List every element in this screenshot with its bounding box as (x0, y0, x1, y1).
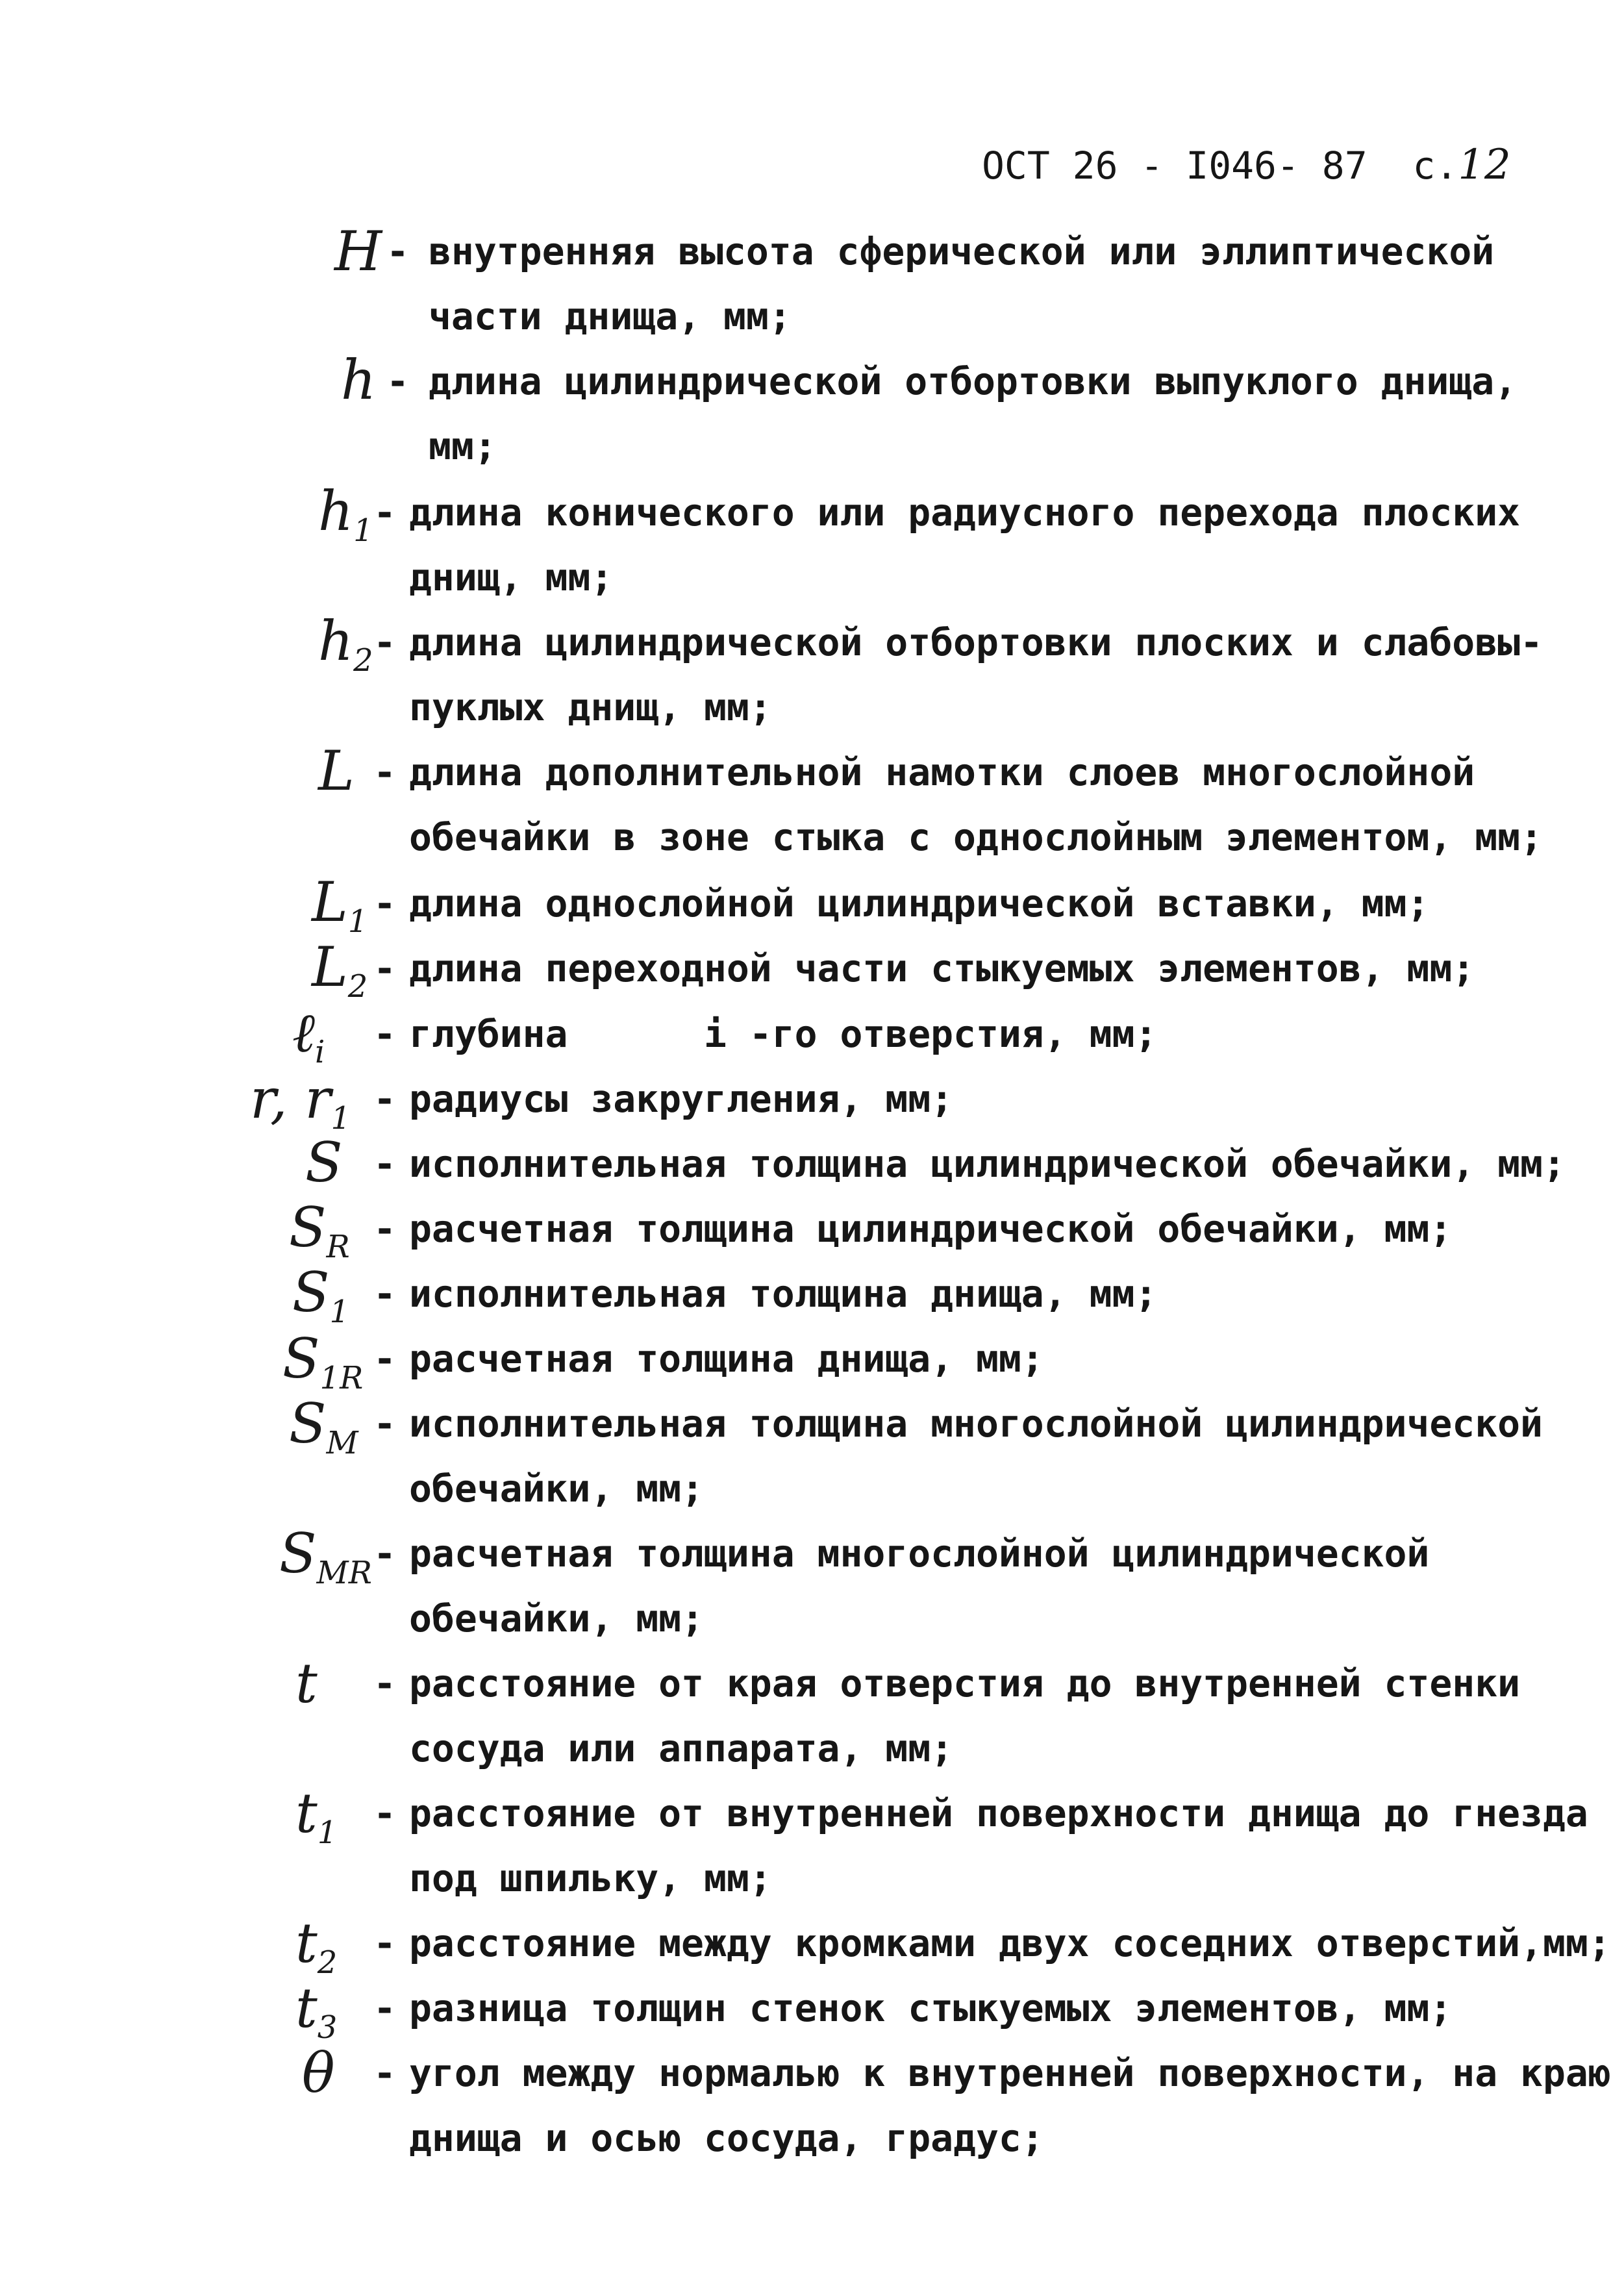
symbol-S1R: $S_{1R}$ (282, 1327, 364, 1396)
symbol-S1: $S_1$ (292, 1261, 350, 1330)
definition-text: длина цилиндрической отбортовки выпуклого днища, (429, 359, 1518, 403)
definition-text: длина однослойной цилиндрической вставки, мм; (409, 881, 1430, 925)
definition-text: длина цилиндрической отбортовки плоских и слабовы- (409, 620, 1543, 664)
symbol-l-i: ℓ$_i$ (292, 1001, 325, 1070)
definition-dash: - (373, 1661, 396, 1705)
definition-text: исполнительная толщина многослойной цилиндрической (409, 1402, 1543, 1446)
symbol-L: L (318, 739, 355, 803)
definition-text: внутренняя высота сферической или эллиптической (429, 229, 1495, 273)
definition-text: сосуда или аппарата, мм; (409, 1726, 954, 1770)
symbol-H: H (334, 220, 382, 283)
symbol-h1: $h_1$ (318, 479, 373, 549)
symbol-h2: $h_2$ (318, 609, 373, 679)
definition-text: исполнительная толщина днища, мм; (409, 1272, 1158, 1316)
definition-text: мм; (429, 424, 497, 468)
symbol-S: S (305, 1131, 343, 1194)
definition-dash: - (373, 750, 396, 794)
definition-text: разница толщин стенок стыкуемых элементов, мм; (409, 1986, 1453, 2030)
definition-dash: - (373, 620, 396, 664)
definition-dash: - (373, 1207, 396, 1251)
page-header (982, 141, 1511, 189)
definition-text: длина переходной части стыкуемых элементов, мм; (409, 946, 1475, 990)
definition-dash: - (373, 1012, 396, 1056)
symbol-S-MR: $S_{MR}$ (279, 1522, 372, 1591)
document-code: ОСТ 26 - I046- 87 (982, 144, 1368, 188)
definition-text: исполнительная толщина цилиндрической обечайки, мм; (409, 1142, 1566, 1186)
definition-text: пуклых днищ, мм; (409, 685, 772, 729)
definition-text: расстояние от внутренней поверхности днища до гнезда (409, 1791, 1588, 1835)
definition-text: глубина i -го отверстия, мм; (409, 1012, 1158, 1056)
definition-dash: - (386, 359, 409, 403)
symbol-t2: $t_2$ (295, 1911, 338, 1981)
definition-dash: - (373, 1077, 396, 1121)
definition-text: обечайки, мм; (409, 1466, 704, 1511)
definition-dash: - (373, 1921, 396, 1965)
symbol-L2: $L_2$ (312, 935, 368, 1005)
symbol-theta: θ (302, 2041, 335, 2105)
definition-dash: - (373, 881, 396, 925)
symbol-S-R: $S_R$ (289, 1196, 350, 1265)
definition-text: обечайки в зоне стыка с однослойным элементом, мм; (409, 815, 1543, 859)
definition-dash: - (373, 1272, 396, 1316)
definition-text: расчетная толщина днища, мм; (409, 1337, 1044, 1381)
definition-dash: - (373, 2051, 396, 2095)
definition-dash: - (373, 946, 396, 990)
symbol-h: h (341, 348, 377, 412)
definition-text: обечайки, мм; (409, 1596, 704, 1641)
symbol-L1: $L_1$ (312, 870, 368, 940)
definition-text: длина конического или радиусного перехода плоских (409, 490, 1521, 534)
page-number: 12 (1458, 141, 1511, 189)
definition-text: расстояние от края отверстия до внутренней стенки (409, 1661, 1521, 1705)
definition-text: длина дополнительной намотки слоев многослойной (409, 750, 1475, 794)
definition-text: днища и осью сосуда, градус; (409, 2116, 1044, 2160)
definition-text: расчетная толщина цилиндрической обечайки, мм; (409, 1207, 1453, 1251)
definition-dash: - (386, 229, 409, 273)
symbol-t3: $t_3$ (295, 1976, 338, 2046)
symbol-r-r1: r, $r_1$ (250, 1067, 351, 1137)
definition-dash: - (373, 1791, 396, 1835)
definition-text: радиусы закругления, мм; (409, 1077, 954, 1121)
definition-dash: - (373, 1531, 396, 1576)
symbol-t1: $t_1$ (295, 1781, 338, 1851)
definition-dash: - (373, 490, 396, 534)
definition-text: днищ, мм; (409, 555, 614, 599)
symbol-S-M: $S_M$ (289, 1392, 358, 1461)
definition-dash: - (373, 1986, 396, 2030)
definition-dash: - (373, 1337, 396, 1381)
definition-text: расчетная толщина многослойной цилиндрической (409, 1531, 1430, 1576)
page-prefix: с. (1412, 144, 1458, 188)
definition-text: части днища, мм; (429, 294, 792, 338)
definition-text: угол между нормалью к внутренней поверхности, на краю (409, 2051, 1611, 2095)
symbol-t: t (295, 1652, 318, 1715)
definition-text: расстояние между кромками двух соседних отверстий,мм; (409, 1921, 1611, 1965)
definition-dash: - (373, 1142, 396, 1186)
definition-text: под шпильку, мм; (409, 1856, 772, 1900)
definition-dash: - (373, 1402, 396, 1446)
